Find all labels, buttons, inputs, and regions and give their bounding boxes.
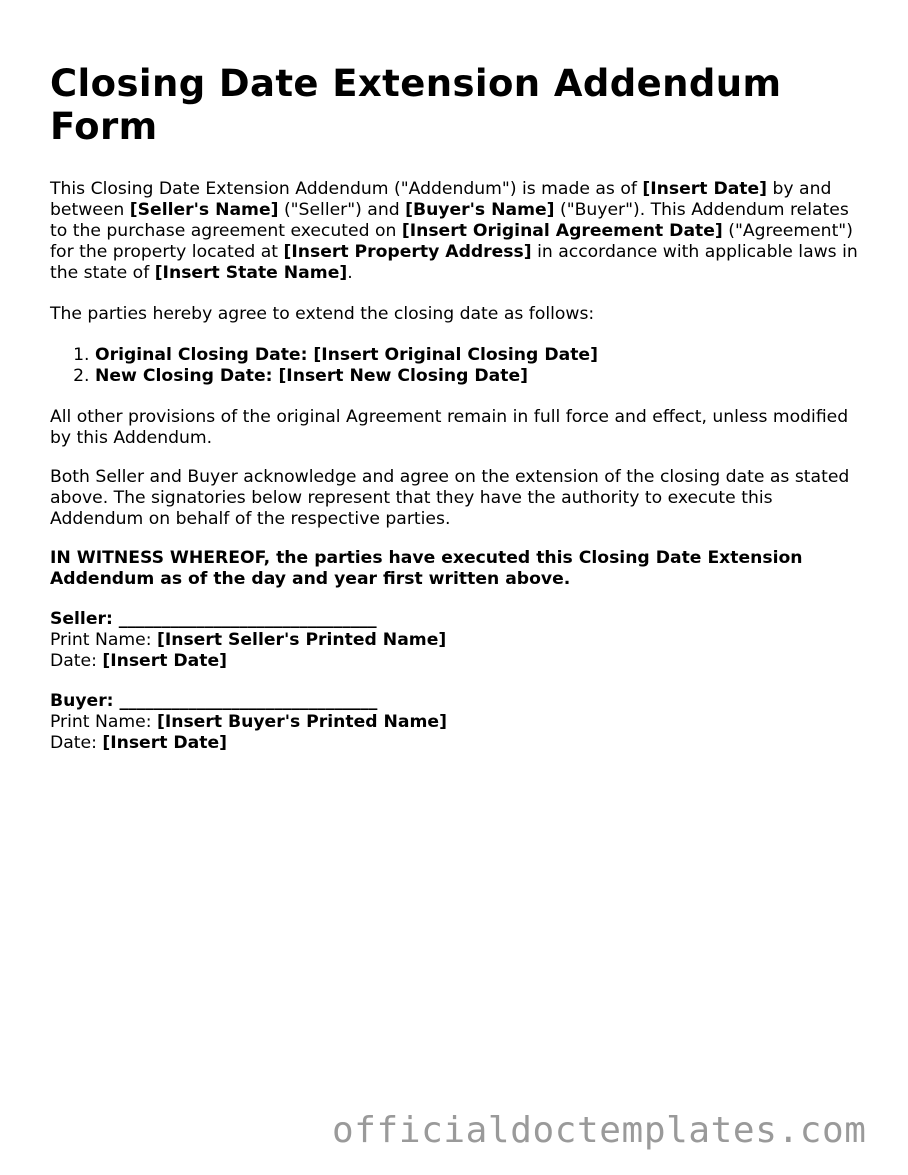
intro-text-3: ("Seller") and <box>278 200 406 220</box>
document-title: Closing Date Extension Addendum Form <box>50 62 782 148</box>
property-address-placeholder: [Insert Property Address] <box>283 242 532 262</box>
intro-text-5: ("Agreement") for the property located at <box>50 221 853 262</box>
buyer-print-name-row <box>50 712 865 733</box>
buyer-date-value: [Insert Date] <box>102 733 227 753</box>
acknowledge-paragraph: Both Seller and Buyer acknowledge and agree on the extension of the closing date as stated above. The signatories below represent that they have the authority to execute this Addendum on behalf of the respective parties. <box>50 467 850 529</box>
buyer-date-label: Date: <box>50 733 103 753</box>
buyer-signature-line[interactable]: Buyer: ______________________________ <box>50 691 378 711</box>
intro-text-6: in accordance with applicable laws in the state of <box>50 242 858 283</box>
seller-signature-block <box>50 609 865 672</box>
intro-text-2: by and between <box>50 179 832 220</box>
seller-print-name-value: [Insert Seller's Printed Name] <box>156 630 447 650</box>
watermark-text: officialdoctemplates.com <box>332 1110 867 1151</box>
state-name-placeholder: [Insert State Name] <box>154 263 348 283</box>
list-item <box>95 345 865 366</box>
buyer-name-placeholder: [Buyer's Name] <box>405 200 555 220</box>
seller-date-value: [Insert Date] <box>102 651 227 671</box>
provisions-paragraph: All other provisions of the original Agreement remain in full force and effect, unless modified by this Addendum. <box>50 407 849 448</box>
seller-date-row <box>50 651 865 672</box>
document-page <box>50 62 865 754</box>
intro-text-4: ("Buyer"). This Addendum relates to the purchase agreement executed on <box>50 200 849 241</box>
witness-paragraph: IN WITNESS WHEREOF, the parties have executed this Closing Date Extension Addendum as of the day and year first written above. <box>50 548 803 589</box>
seller-print-name-label: Print Name: <box>50 630 157 650</box>
buyer-date-row <box>50 733 865 754</box>
seller-name-placeholder: [Seller's Name] <box>129 200 279 220</box>
seller-date-label: Date: <box>50 651 103 671</box>
original-closing-date-item: Original Closing Date: [Insert Original Closing Date] <box>95 345 598 365</box>
seller-signature-line[interactable]: Seller: ______________________________ <box>50 609 377 629</box>
intro-paragraph <box>50 179 865 284</box>
buyer-signature-block <box>50 691 865 754</box>
list-item <box>95 366 865 387</box>
agree-paragraph: The parties hereby agree to extend the closing date as follows: <box>50 304 595 324</box>
buyer-print-name-value: [Insert Buyer's Printed Name] <box>156 712 447 732</box>
seller-print-name-row <box>50 630 865 651</box>
new-closing-date-item: New Closing Date: [Insert New Closing Date] <box>95 366 528 386</box>
original-agreement-date-placeholder: [Insert Original Agreement Date] <box>401 221 723 241</box>
intro-text-1: This Closing Date Extension Addendum ("Addendum") is made as of <box>50 179 643 199</box>
closing-dates-list <box>50 345 865 387</box>
insert-date-placeholder: [Insert Date] <box>642 179 768 199</box>
buyer-print-name-label: Print Name: <box>50 712 157 732</box>
intro-text-7: . <box>347 263 353 283</box>
